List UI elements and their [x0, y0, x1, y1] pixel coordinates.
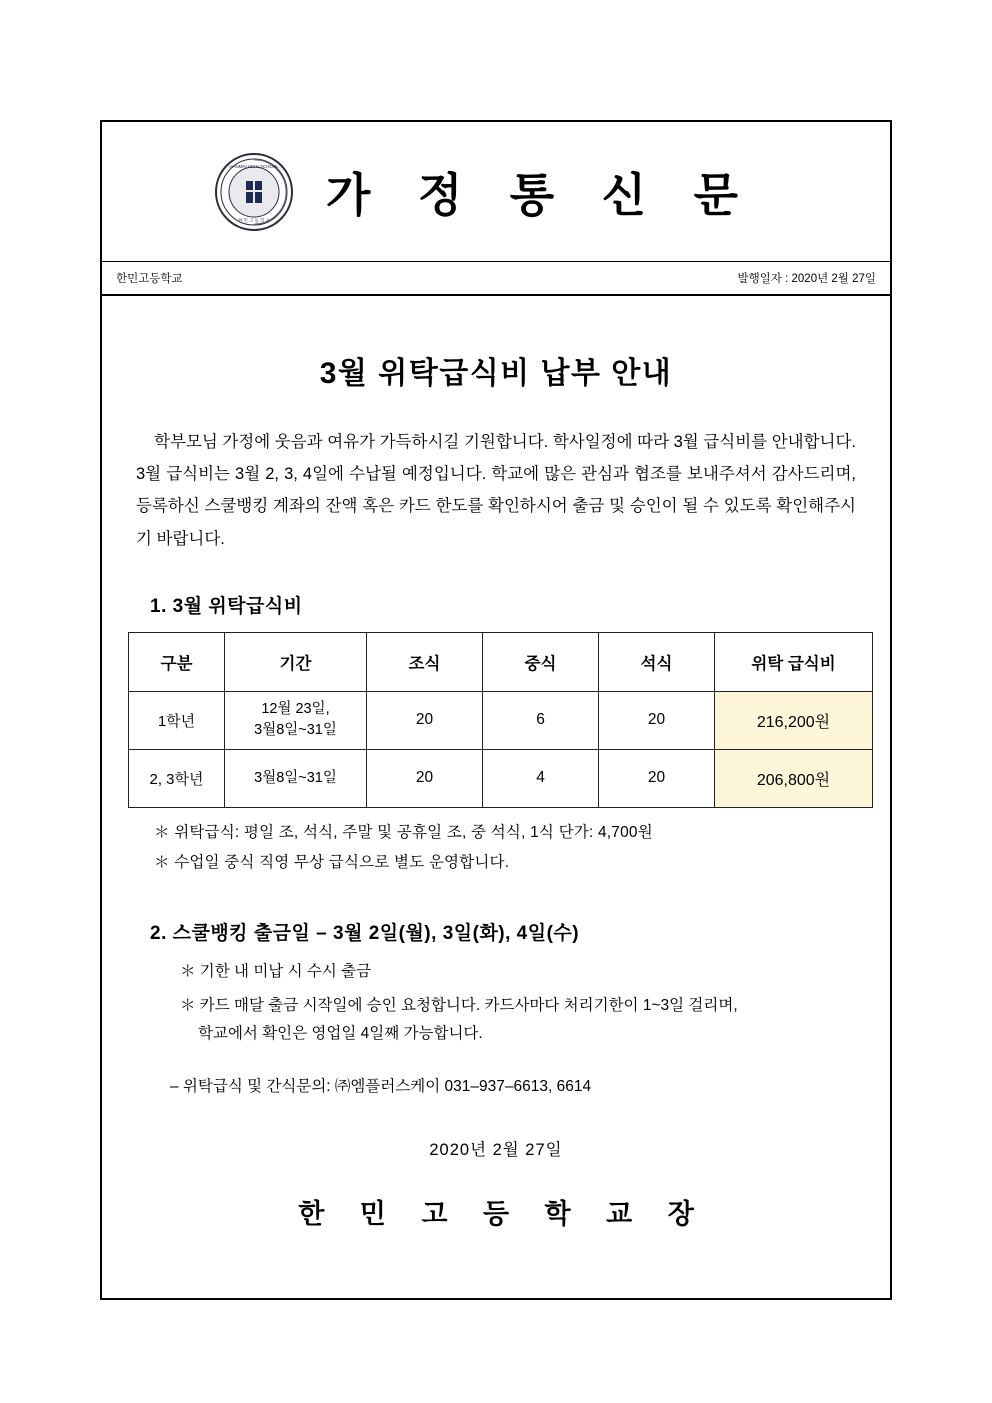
- table-row: [129, 691, 873, 749]
- col-header-lunch: 중식: [483, 632, 599, 691]
- footer-date: 2020년 2월 27일: [429, 1140, 563, 1159]
- intro-paragraph: 학부모님 가정에 웃음과 여유가 가득하시길 기원합니다. 학사일정에 따라 3월 급식비를 안내합니다. 3월 급식비는 3월 2, 3, 4일에 수납될 예정입니다. 학교에 많은 관심과 협조를 보내주셔서 감사드리며, 등록하신 스쿨뱅킹 계좌의 잔액 혹은 카드 한도를 확인하시어 출금 및 승인이 될 수 있도록 확인해주시기 바랍니다.: [136, 433, 856, 548]
- col-header-breakfast: 조식: [367, 632, 483, 691]
- col-header-period: 기간: [225, 632, 367, 691]
- section-2-item-2: ＊ 카드 매달 출금 시작일에 승인 요청합니다. 카드사마다 처리기한이 1~3일 걸리며,: [180, 997, 738, 1015]
- col-header-dinner: 석식: [599, 632, 715, 691]
- cell-period-line2: 3월8일~31일: [254, 722, 337, 739]
- cell-lunch: 4: [483, 749, 599, 807]
- cell-period-line1: 12월 23일,: [261, 701, 330, 718]
- cell-breakfast: 20: [367, 691, 483, 749]
- table-header-row: [129, 632, 873, 691]
- document-body: [102, 296, 890, 1231]
- school-emblem-icon: [214, 152, 294, 232]
- cell-fee: 206,800원: [715, 749, 873, 807]
- cell-period: [225, 691, 367, 749]
- table-row: [129, 749, 873, 807]
- cell-dinner: 20: [599, 691, 715, 749]
- section-2-item-3: 학교에서 확인은 영업일 4일째 가능합니다.: [198, 1025, 483, 1043]
- cell-breakfast: 20: [367, 749, 483, 807]
- cell-grade: 2, 3학년: [129, 749, 225, 807]
- masthead: [102, 122, 890, 262]
- svg-text:HANMIN HIGH SCHOOL: HANMIN HIGH SCHOOL: [229, 164, 279, 169]
- svg-text:한 민 고 등 학 교: 한 민 고 등 학 교: [238, 218, 270, 223]
- contact-line: – 위탁급식 및 간식문의: ㈜엠플러스케이 031–937–6613, 6614: [170, 1077, 592, 1095]
- notice-page: [100, 120, 892, 1300]
- section-2-heading: 2. 스쿨뱅킹 출금일 – 3월 2일(월), 3일(화), 4일(수): [150, 922, 580, 944]
- col-header-division: 구분: [129, 632, 225, 691]
- cell-dinner: 20: [599, 749, 715, 807]
- section-2-item-1: ＊ 기한 내 미납 시 수시 출금: [180, 962, 372, 980]
- fee-table: [128, 632, 873, 808]
- issue-date: 발행일자 : 2020년 2월 27일: [737, 273, 876, 285]
- table-note-2: ＊ 수업일 중식 직영 무상 급식으로 별도 운영합니다.: [154, 853, 510, 871]
- page-title: 3월 위탁급식비 납부 안내: [319, 357, 673, 390]
- table-note-1: ＊ 위탁급식: 평일 조, 석식, 주말 및 공휴일 조, 중 석식, 1식 단가: 4,700원: [154, 823, 653, 841]
- info-bar: [102, 262, 890, 296]
- school-name: 한민고등학교: [116, 273, 183, 285]
- section-1-heading: 1. 3월 위탁급식비: [150, 595, 303, 617]
- cell-fee: 216,200원: [715, 691, 873, 749]
- masthead-title: 가 정 통 신 문: [325, 169, 757, 221]
- cell-grade: 1학년: [129, 691, 225, 749]
- col-header-fee: 위탁 급식비: [715, 632, 873, 691]
- footer-signature: 한 민 고 등 학 교 장: [298, 1198, 708, 1229]
- cell-lunch: 6: [483, 691, 599, 749]
- cell-period: 3월8일~31일: [225, 749, 367, 807]
